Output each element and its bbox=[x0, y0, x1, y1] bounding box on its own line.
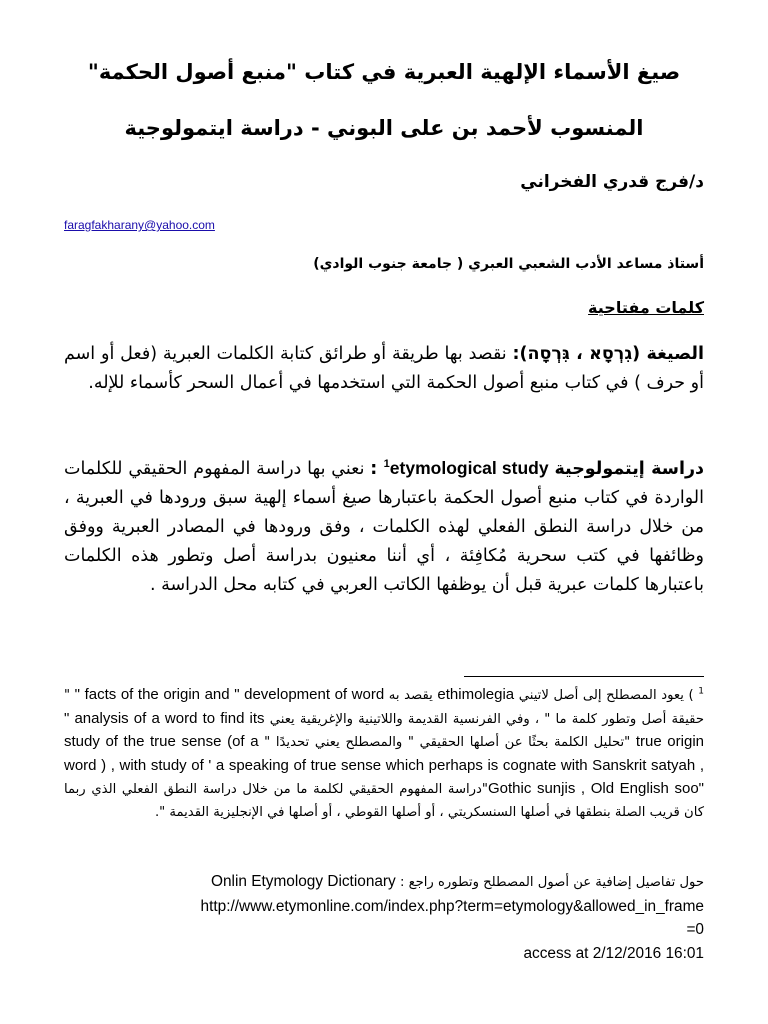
footnote-1-part: " حقيقة أصل وتطور كلمة ما " ، وفي الفرنسية القديمة واللاتينية والإغريقية يعني bbox=[64, 688, 705, 727]
footnote-1-english-quote: " analysis of a word to find its true origin bbox=[64, 709, 704, 750]
footnote-2-url[interactable]: http://www.etymonline.com/index.php?term=etymology&allowed_in_frame bbox=[200, 897, 704, 915]
footnote-1-english-quote: " development of word bbox=[234, 686, 385, 703]
definition-term-form: الصيغة (גִרְסָא ، גִּרְסָה): bbox=[512, 344, 704, 364]
footnote-ref-1[interactable]: 1 bbox=[383, 458, 390, 471]
footnote-2-access-date: access at 2/12/2016 16:01 bbox=[523, 944, 704, 962]
definition-paragraph-etymology bbox=[64, 454, 704, 600]
definition-term-etymology-en bbox=[384, 458, 549, 478]
definition-text-form: نقصد بها طريقة أو طرائق كتابة الكلمات العبرية (فعل أو اسم أو حرف ) في كتاب منبع أصول الحكمة التي استخدمها في أعمال السحر كأسماء للإله. bbox=[64, 344, 704, 393]
footnote-1-part: "تحليل الكلمة بحثًا عن أصلها الحقيقي " والمصطلح يعني تحديدًا " bbox=[258, 735, 636, 750]
definition-text-etymology: نعني بها دراسة المفهوم الحقيقي للكلمات الواردة في كتاب منبع أصول الحكمة باعتبارها صيغ أسماء إلهية سبق ورودها في العبرية ، من خلال دراسة النطق الفعلي لهذه الكلمات ، وفق ورودها في المصادر العبرية ووفق وظائفها في كتب سحرية مُكافِئة ، أي أننا معنيون بدراسة أصل وتطور هذه الكلمات باعتبارها كلمات عبرية قبل أن يوظفها الكاتب العربي في كتابه محل الدراسة . bbox=[64, 459, 704, 595]
footnote-1-english-quote: study of the true sense (of a word ) , with bbox=[64, 733, 259, 774]
footnote-1-part: "دراسة المفهوم الحقيقي لكلمة ما من خلال دراسة النطق الفعلي الذي ربما كان قريب الصلة بنطقها في أصلها السنسكريتي ، أو أصلها القوطي ، أو أصلها في الإنجليزية القديمة ". bbox=[64, 782, 704, 820]
footnote-1 bbox=[64, 684, 704, 824]
footnote-2-intro-text: حول تفاصيل إضافية عن أصول المصطلح وتطوره راجع : bbox=[395, 875, 704, 890]
footnote-2-intro bbox=[64, 870, 704, 895]
footnote-1-marker: 1 bbox=[698, 686, 704, 697]
keywords-heading: كلمات مفتاحية bbox=[588, 298, 704, 317]
title-line-1: صيغ الأسماء الإلهية العبرية في كتاب "منبع أصول الحكمة" bbox=[87, 60, 681, 84]
footnote-1-part: يقصد به bbox=[384, 688, 438, 703]
etymology-term-english: etymological study bbox=[389, 458, 549, 478]
author-affiliation: أستاذ مساعد الأدب الشعبي العبري ( جامعة جنوب الوادي) bbox=[313, 256, 704, 272]
author-email-link[interactable]: faragfakharany@yahoo.com bbox=[64, 218, 215, 232]
title-line-2: المنسوب لأحمد بن على البوني - دراسة ايتمولوجية bbox=[124, 116, 644, 140]
author-name: د/فرج قدري الفخراني bbox=[520, 172, 704, 192]
definition-colon: : bbox=[370, 459, 384, 479]
footnote-1-english-quote: satyah , Gothic sunjis , Old English soo" bbox=[488, 756, 704, 797]
definition-term-etymology-ar: دراسة إيتمولوجية bbox=[554, 459, 705, 479]
footnote-1-latin-term: ethimolegia bbox=[437, 686, 515, 703]
footnote-2 bbox=[64, 870, 704, 965]
definition-paragraph-form bbox=[64, 340, 704, 398]
footnote-separator bbox=[464, 676, 704, 677]
footnote-2-source: Onlin Etymology Dictionary bbox=[211, 873, 396, 890]
footnote-1-part: ) يعود المصطلح إلى أصل لاتيني bbox=[514, 688, 699, 703]
footnote-1-english-quote: study of ' a speaking of true sense which perhaps is cognate with Sanskrit bbox=[150, 756, 647, 774]
footnote-1-english-quote: " facts of the origin and bbox=[74, 686, 230, 703]
footnote-2-url-cont[interactable]: =0 bbox=[686, 921, 704, 938]
